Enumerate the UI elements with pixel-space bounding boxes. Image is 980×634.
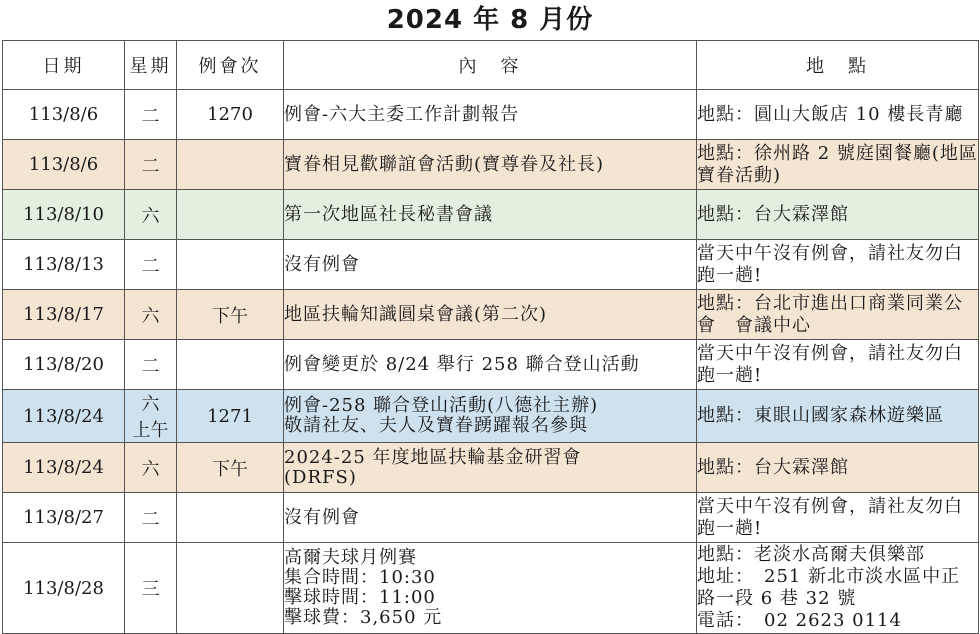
session-cell bbox=[177, 190, 284, 240]
header-content: 內 容 bbox=[284, 41, 697, 90]
table-row bbox=[3, 90, 979, 140]
table-row bbox=[3, 140, 979, 190]
session-cell: 1271 bbox=[177, 390, 284, 443]
weekday-cell: 六 bbox=[125, 443, 177, 493]
weekday-text: 六 上午 bbox=[132, 394, 169, 441]
content-cell: 沒有例會 bbox=[284, 240, 697, 290]
content-cell: 第一次地區社長秘書會議 bbox=[284, 190, 697, 240]
session-cell bbox=[177, 340, 284, 390]
weekday-cell: 六 bbox=[125, 290, 177, 340]
date-cell: 113/8/20 bbox=[3, 340, 125, 390]
location-cell: 地點：台大霖澤館 bbox=[697, 443, 979, 493]
content-cell: 例會-六大主委工作計劃報告 bbox=[284, 90, 697, 140]
date-cell: 113/8/13 bbox=[3, 240, 125, 290]
location-cell: 地點：台北市進出口商業同業公會 會議中心 bbox=[697, 290, 979, 340]
location-cell: 地點：東眼山國家森林遊樂區 bbox=[697, 390, 979, 443]
table-row bbox=[3, 543, 979, 634]
schedule-table bbox=[2, 40, 979, 634]
location-cell: 當天中午沒有例會，請社友勿白跑一趟! bbox=[697, 240, 979, 290]
header-location: 地 點 bbox=[697, 41, 979, 90]
header-date: 日期 bbox=[3, 41, 125, 90]
date-cell: 113/8/28 bbox=[3, 543, 125, 634]
session-cell: 下午 bbox=[177, 443, 284, 493]
weekday-cell: 二 bbox=[125, 90, 177, 140]
header-weekday: 星期 bbox=[125, 41, 177, 90]
header-session: 例會次 bbox=[177, 41, 284, 90]
weekday-cell bbox=[125, 390, 177, 443]
weekday-cell: 二 bbox=[125, 240, 177, 290]
session-cell bbox=[177, 543, 284, 634]
date-cell: 113/8/24 bbox=[3, 390, 125, 443]
content-text: 2024-25 年度地區扶輪基金研習會 (DRFS) bbox=[284, 446, 582, 488]
table-row bbox=[3, 493, 979, 543]
content-cell: 例會變更於 8/24 舉行 258 聯合登山活動 bbox=[284, 340, 697, 390]
location-cell: 地點：圓山大飯店 10 樓長青廳 bbox=[697, 90, 979, 140]
session-cell bbox=[177, 240, 284, 290]
table-row bbox=[3, 240, 979, 290]
content-text: 例會-258 聯合登山活動(八德社主辦) 敬請社友、夫人及寶眷踴躍報名參與 bbox=[284, 395, 599, 436]
table-row bbox=[3, 190, 979, 240]
table-row bbox=[3, 443, 979, 493]
location-cell: 當天中午沒有例會，請社友勿白跑一趟! bbox=[697, 340, 979, 390]
location-text: 地點：老淡水高爾夫俱樂部 地址： 251 新北市淡水區中正路一段 6 巷 32 號 電話： 02 2623 0114 bbox=[697, 544, 961, 631]
weekday-cell: 三 bbox=[125, 543, 177, 634]
header-row bbox=[3, 41, 979, 90]
page-title: 2024 年 8 月份 bbox=[386, 5, 594, 35]
weekday-cell: 二 bbox=[125, 340, 177, 390]
weekday-cell: 二 bbox=[125, 140, 177, 190]
table-row bbox=[3, 290, 979, 340]
content-cell bbox=[284, 543, 697, 634]
date-cell: 113/8/24 bbox=[3, 443, 125, 493]
date-cell: 113/8/10 bbox=[3, 190, 125, 240]
content-cell: 地區扶輪知識圓桌會議(第二次) bbox=[284, 290, 697, 340]
content-cell: 沒有例會 bbox=[284, 493, 697, 543]
content-text: 高爾夫球月例賽 集合時間：10:30 擊球時間：11:00 擊球費：3,650 元 bbox=[284, 547, 443, 628]
content-cell bbox=[284, 390, 697, 443]
location-cell: 當天中午沒有例會，請社友勿白跑一趟! bbox=[697, 493, 979, 543]
content-cell bbox=[284, 443, 697, 493]
session-cell bbox=[177, 140, 284, 190]
session-cell bbox=[177, 493, 284, 543]
session-cell: 下午 bbox=[177, 290, 284, 340]
date-cell: 113/8/6 bbox=[3, 90, 125, 140]
content-cell: 寶眷相見歡聯誼會活動(寶尊眷及社長) bbox=[284, 140, 697, 190]
weekday-cell: 六 bbox=[125, 190, 177, 240]
date-cell: 113/8/27 bbox=[3, 493, 125, 543]
table-row bbox=[3, 340, 979, 390]
date-cell: 113/8/17 bbox=[3, 290, 125, 340]
table-row bbox=[3, 390, 979, 443]
session-cell: 1270 bbox=[177, 90, 284, 140]
location-cell bbox=[697, 543, 979, 634]
date-cell: 113/8/6 bbox=[3, 140, 125, 190]
location-cell: 地點：台大霖澤館 bbox=[697, 190, 979, 240]
location-cell: 地點：徐州路 2 號庭園餐廳(地區寶眷活動) bbox=[697, 140, 979, 190]
weekday-cell: 二 bbox=[125, 493, 177, 543]
